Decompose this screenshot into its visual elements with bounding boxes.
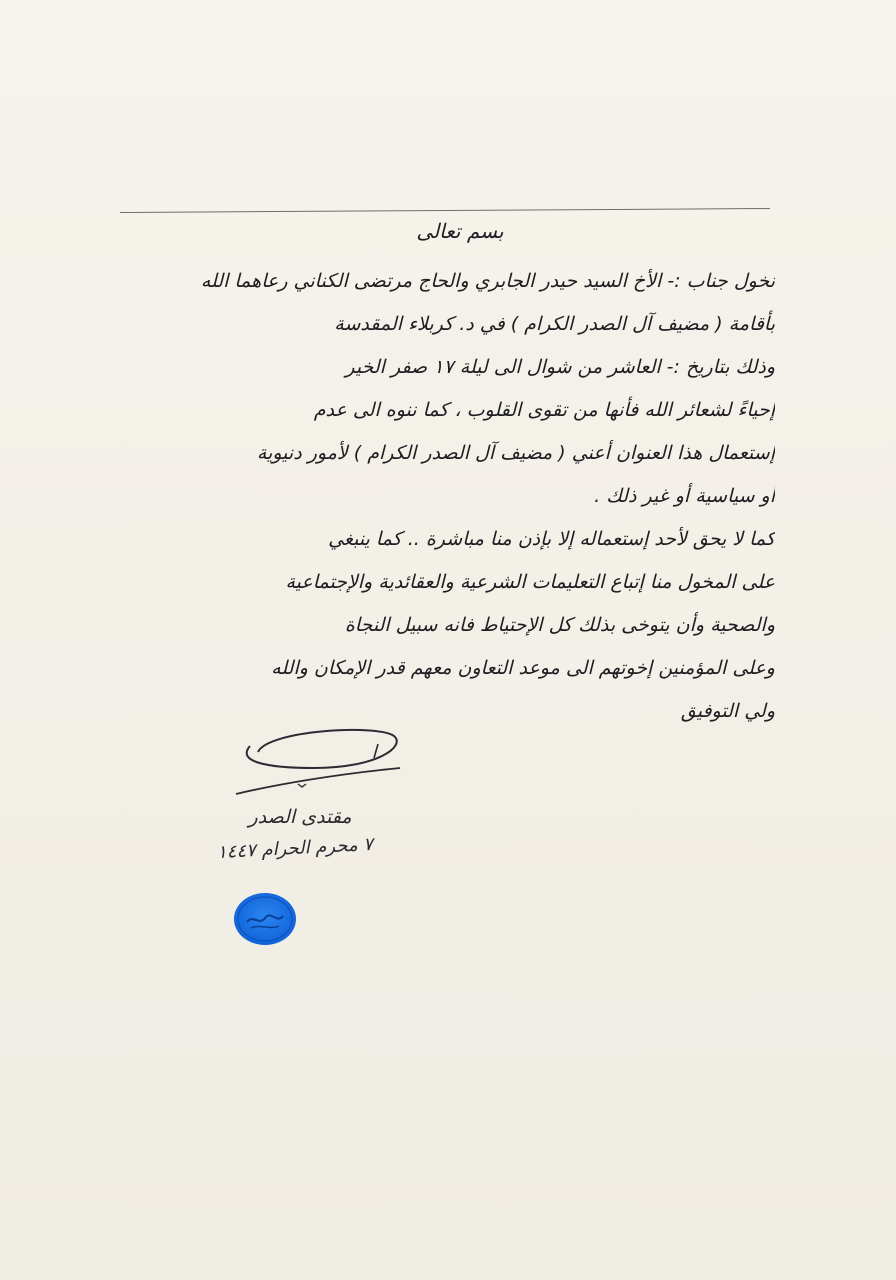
letter-line-8: على المخول منا إتباع التعليمات الشرعية والعقائدية والإجتماعية — [285, 571, 775, 593]
letter-line-3: وذلك بتاريخ :- العاشر من شوال الى ليلة ١٧ صفر الخير — [345, 356, 775, 378]
official-seal-stamp — [233, 892, 297, 946]
letter-line-6: أو سياسية أو غير ذلك . — [594, 485, 775, 507]
letter-line-2: بأقامة ( مضيف آل الصدر الكرام ) في د. كربلاء المقدسة — [334, 313, 775, 335]
letter-line-4: إحياءً لشعائر الله فأنها من تقوى القلوب ، كما ننوه الى عدم — [313, 399, 775, 421]
letter-line-9: والصحية وأن يتوخى بذلك كل الإحتياط فانه سبيل النجاة — [344, 614, 775, 636]
handwritten-signature — [228, 722, 408, 804]
letter-line-5: إستعمال هذا العنوان أعني ( مضيف آل الصدر الكرام ) لأمور دنيوية — [256, 442, 775, 464]
letter-line-10: وعلى المؤمنين إخوتهم الى موعد التعاون معهم قدر الإمكان والله — [271, 657, 775, 679]
letter-body — [150, 214, 775, 733]
signature-date: ٧ محرم الحرام ١٤٤٧ — [216, 833, 374, 864]
signature-name: مقتدى الصدر — [248, 806, 352, 828]
letter-heading: بسم تعالى — [416, 219, 504, 243]
letter-line-11: ولي التوفيق — [680, 700, 775, 722]
letter-line-1: نخول جناب :- الأخ السيد حيدر الجابري والحاج مرتضى الكناني رعاهما الله — [200, 270, 775, 292]
letter-line-7: كما لا يحق لأحد إستعماله إلا بإذن منا مباشرة .. كما ينبغي — [328, 528, 775, 550]
